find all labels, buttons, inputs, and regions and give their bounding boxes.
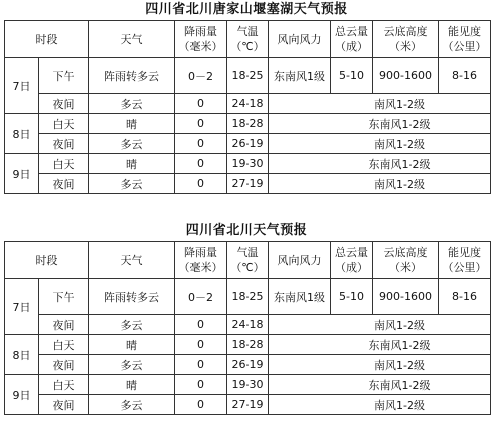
precip-cell: 0－2 bbox=[175, 279, 227, 315]
header-wind: 风向风力 bbox=[269, 242, 331, 279]
wind-cell: 东南风1级 bbox=[269, 279, 331, 315]
temp-cell: 27-19 bbox=[227, 395, 269, 415]
temp-cell: 18-25 bbox=[227, 279, 269, 315]
table-row bbox=[5, 355, 491, 375]
temp-cell: 27-19 bbox=[227, 174, 269, 194]
period-cell: 夜间 bbox=[39, 395, 89, 415]
cloud-cell: 5-10 bbox=[331, 58, 373, 94]
header-temp: 气温 （℃） bbox=[227, 242, 269, 279]
table-title: 四川省北川天气预报 bbox=[185, 223, 308, 238]
header-period: 时段 bbox=[5, 242, 89, 279]
temp-cell: 24-18 bbox=[227, 94, 269, 114]
period-cell: 下午 bbox=[39, 279, 89, 315]
precip-cell: 0 bbox=[175, 395, 227, 415]
header-row bbox=[5, 242, 491, 279]
precip-cell: 0 bbox=[175, 174, 227, 194]
precip-cell: 0 bbox=[175, 114, 227, 134]
table-row bbox=[5, 315, 491, 335]
forecast-table bbox=[4, 20, 491, 194]
table-row bbox=[5, 58, 491, 94]
weather-cell: 晴 bbox=[89, 335, 175, 355]
temp-cell: 19-30 bbox=[227, 154, 269, 174]
temp-cell: 26-19 bbox=[227, 355, 269, 375]
weather-cell: 多云 bbox=[89, 94, 175, 114]
period-cell: 夜间 bbox=[39, 94, 89, 114]
table-row bbox=[5, 335, 491, 355]
period-cell: 白天 bbox=[39, 375, 89, 395]
header-visibility: 能见度 （公里） bbox=[439, 21, 491, 58]
period-cell: 夜间 bbox=[39, 134, 89, 154]
precip-cell: 0 bbox=[175, 335, 227, 355]
header-wind: 风向风力 bbox=[269, 21, 331, 58]
weather-cell: 多云 bbox=[89, 315, 175, 335]
temp-cell: 24-18 bbox=[227, 315, 269, 335]
precip-cell: 0－2 bbox=[175, 58, 227, 94]
period-cell: 夜间 bbox=[39, 174, 89, 194]
header-cloud-base: 云底高度 （米） bbox=[373, 21, 439, 58]
table-row bbox=[5, 154, 491, 174]
period-cell: 夜间 bbox=[39, 355, 89, 375]
precip-cell: 0 bbox=[175, 375, 227, 395]
temp-cell: 18-28 bbox=[227, 114, 269, 134]
table-row bbox=[5, 94, 491, 114]
wind-cell: 南风1-2级 bbox=[269, 94, 491, 114]
wind-cell: 南风1-2级 bbox=[269, 355, 491, 375]
cloud-cell: 5-10 bbox=[331, 279, 373, 315]
table-row bbox=[5, 395, 491, 415]
header-visibility: 能见度 （公里） bbox=[439, 242, 491, 279]
header-period: 时段 bbox=[5, 21, 89, 58]
table-row bbox=[5, 375, 491, 395]
day-cell: 9日 bbox=[5, 375, 39, 415]
weather-cell: 多云 bbox=[89, 395, 175, 415]
precip-cell: 0 bbox=[175, 154, 227, 174]
weather-cell: 多云 bbox=[89, 134, 175, 154]
period-cell: 夜间 bbox=[39, 315, 89, 335]
temp-cell: 18-25 bbox=[227, 58, 269, 94]
period-cell: 白天 bbox=[39, 114, 89, 134]
day-cell: 8日 bbox=[5, 114, 39, 154]
period-cell: 下午 bbox=[39, 58, 89, 94]
day-cell: 7日 bbox=[5, 279, 39, 335]
cloud-base-cell: 900-1600 bbox=[373, 58, 439, 94]
cloud-base-cell: 900-1600 bbox=[373, 279, 439, 315]
precip-cell: 0 bbox=[175, 355, 227, 375]
header-weather: 天气 bbox=[89, 21, 175, 58]
header-row bbox=[5, 21, 491, 58]
temp-cell: 18-28 bbox=[227, 335, 269, 355]
precip-cell: 0 bbox=[175, 134, 227, 154]
weather-cell: 多云 bbox=[89, 174, 175, 194]
day-cell: 7日 bbox=[5, 58, 39, 114]
header-precip: 降雨量 （毫米） bbox=[175, 21, 227, 58]
wind-cell: 南风1-2级 bbox=[269, 134, 491, 154]
wind-cell: 南风1-2级 bbox=[269, 395, 491, 415]
temp-cell: 19-30 bbox=[227, 375, 269, 395]
wind-cell: 东南风1-2级 bbox=[269, 335, 491, 355]
table-row bbox=[5, 134, 491, 154]
header-cloud: 总云量 （成） bbox=[331, 242, 373, 279]
day-cell: 9日 bbox=[5, 154, 39, 194]
temp-cell: 26-19 bbox=[227, 134, 269, 154]
weather-cell: 晴 bbox=[89, 375, 175, 395]
header-temp: 气温 （℃） bbox=[227, 21, 269, 58]
precip-cell: 0 bbox=[175, 94, 227, 114]
forecast-table bbox=[4, 241, 491, 415]
wind-cell: 东南风1-2级 bbox=[269, 375, 491, 395]
weather-cell: 阵雨转多云 bbox=[89, 279, 175, 315]
header-weather: 天气 bbox=[89, 242, 175, 279]
visibility-cell: 8-16 bbox=[439, 58, 491, 94]
visibility-cell: 8-16 bbox=[439, 279, 491, 315]
wind-cell: 东南风1级 bbox=[269, 58, 331, 94]
table-row bbox=[5, 114, 491, 134]
day-cell: 8日 bbox=[5, 335, 39, 375]
wind-cell: 东南风1-2级 bbox=[269, 114, 491, 134]
period-cell: 白天 bbox=[39, 335, 89, 355]
table-title: 四川省北川唐家山堰塞湖天气预报 bbox=[145, 2, 348, 17]
wind-cell: 南风1-2级 bbox=[269, 315, 491, 335]
header-precip: 降雨量 （毫米） bbox=[175, 242, 227, 279]
weather-cell: 晴 bbox=[89, 114, 175, 134]
header-cloud-base: 云底高度 （米） bbox=[373, 242, 439, 279]
period-cell: 白天 bbox=[39, 154, 89, 174]
wind-cell: 东南风1-2级 bbox=[269, 154, 491, 174]
table-row bbox=[5, 279, 491, 315]
wind-cell: 南风1-2级 bbox=[269, 174, 491, 194]
header-cloud: 总云量 （成） bbox=[331, 21, 373, 58]
precip-cell: 0 bbox=[175, 315, 227, 335]
weather-cell: 阵雨转多云 bbox=[89, 58, 175, 94]
weather-cell: 晴 bbox=[89, 154, 175, 174]
table-row bbox=[5, 174, 491, 194]
weather-cell: 多云 bbox=[89, 355, 175, 375]
